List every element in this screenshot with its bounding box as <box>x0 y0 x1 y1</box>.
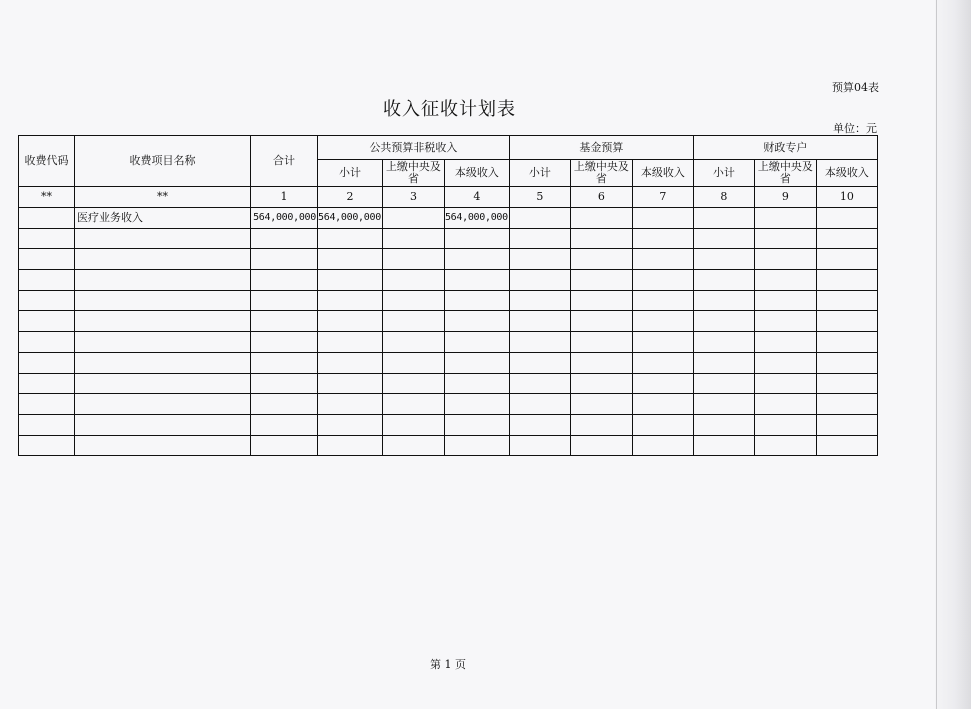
cell-fee-code <box>19 208 75 229</box>
cell-public-subtotal <box>318 249 383 270</box>
scan-edge-shadow <box>935 0 971 709</box>
header-total: 合计 <box>251 136 318 187</box>
cell-fund-central <box>570 352 632 373</box>
cell-fund-central <box>570 435 632 456</box>
cell-fee-code <box>19 373 75 394</box>
cell-total <box>251 352 318 373</box>
cell-fund-subtotal <box>509 373 570 394</box>
cell-item-name <box>75 373 251 394</box>
cell-public-subtotal <box>318 373 383 394</box>
index-cell: 7 <box>632 187 693 208</box>
cell-public-central <box>382 270 444 291</box>
cell-total <box>251 249 318 270</box>
header-special-local: 本级收入 <box>816 160 877 187</box>
cell-item-name <box>75 435 251 456</box>
cell-fee-code <box>19 249 75 270</box>
cell-public-local <box>444 290 509 311</box>
cell-fee-code <box>19 414 75 435</box>
index-cell: ** <box>19 187 75 208</box>
cell-public-central <box>382 435 444 456</box>
table-row <box>19 373 878 394</box>
cell-fund-local <box>632 311 693 332</box>
cell-special-local <box>816 311 877 332</box>
cell-special-central <box>754 414 816 435</box>
cell-fund-local <box>632 290 693 311</box>
table-row <box>19 394 878 415</box>
cell-special-local <box>816 373 877 394</box>
cell-item-name <box>75 394 251 415</box>
cell-public-subtotal <box>318 270 383 291</box>
cell-fund-central <box>570 373 632 394</box>
cell-public-central <box>382 352 444 373</box>
cell-item-name <box>75 311 251 332</box>
cell-special-subtotal <box>693 373 754 394</box>
cell-public-local <box>444 311 509 332</box>
cell-total <box>251 290 318 311</box>
cell-special-subtotal <box>693 332 754 353</box>
header-fund-budget: 基金预算 <box>509 136 693 160</box>
cell-fund-central <box>570 311 632 332</box>
index-cell: 3 <box>382 187 444 208</box>
cell-special-subtotal <box>693 270 754 291</box>
cell-fund-central <box>570 270 632 291</box>
cell-special-local <box>816 228 877 249</box>
cell-fee-code <box>19 270 75 291</box>
cell-fund-subtotal <box>509 208 570 229</box>
page-title: 收入征收计划表 <box>383 99 516 120</box>
cell-total <box>251 270 318 291</box>
cell-fee-code <box>19 290 75 311</box>
cell-special-local <box>816 394 877 415</box>
cell-fund-local <box>632 373 693 394</box>
cell-special-subtotal <box>693 208 754 229</box>
header-fund-central: 上缴中央及省 <box>570 160 632 187</box>
cell-fund-central <box>570 290 632 311</box>
index-cell: 10 <box>816 187 877 208</box>
scan-edge-line <box>936 0 937 709</box>
header-fund-subtotal: 小计 <box>509 160 570 187</box>
cell-total <box>251 414 318 435</box>
cell-fund-local <box>632 249 693 270</box>
cell-fund-subtotal <box>509 249 570 270</box>
cell-total <box>251 228 318 249</box>
cell-special-subtotal <box>693 414 754 435</box>
cell-special-local <box>816 352 877 373</box>
page-number: 第 1 页 <box>430 658 466 671</box>
cell-public-local <box>444 373 509 394</box>
cell-fee-code <box>19 332 75 353</box>
table-row <box>19 352 878 373</box>
cell-public-central <box>382 249 444 270</box>
cell-public-subtotal <box>318 332 383 353</box>
cell-special-central <box>754 290 816 311</box>
revenue-plan-table <box>18 135 878 456</box>
cell-public-subtotal <box>318 290 383 311</box>
cell-special-local <box>816 435 877 456</box>
cell-fund-subtotal <box>509 270 570 291</box>
cell-total <box>251 373 318 394</box>
cell-public-subtotal: 564,000,000 <box>318 208 383 229</box>
cell-public-central <box>382 290 444 311</box>
cell-special-central <box>754 332 816 353</box>
form-code: 预算04表 <box>832 81 879 94</box>
cell-special-central <box>754 394 816 415</box>
cell-special-central <box>754 270 816 291</box>
cell-fund-central <box>570 394 632 415</box>
cell-fund-local <box>632 414 693 435</box>
cell-fund-local <box>632 228 693 249</box>
cell-item-name: 医疗业务收入 <box>75 208 251 229</box>
cell-special-central <box>754 352 816 373</box>
cell-total <box>251 435 318 456</box>
cell-fund-central <box>570 208 632 229</box>
cell-fund-subtotal <box>509 352 570 373</box>
header-fee-code: 收费代码 <box>19 136 75 187</box>
cell-fund-local <box>632 270 693 291</box>
header-public-budget: 公共预算非税收入 <box>318 136 510 160</box>
index-cell: 5 <box>509 187 570 208</box>
header-item-name: 收费项目名称 <box>75 136 251 187</box>
cell-special-local <box>816 208 877 229</box>
unit-label: 单位：元 <box>833 122 877 135</box>
cell-item-name <box>75 228 251 249</box>
cell-special-subtotal <box>693 394 754 415</box>
index-cell: 8 <box>693 187 754 208</box>
cell-public-central <box>382 414 444 435</box>
header-special-subtotal: 小计 <box>693 160 754 187</box>
cell-public-subtotal <box>318 414 383 435</box>
cell-public-local <box>444 332 509 353</box>
cell-special-subtotal <box>693 290 754 311</box>
table-row <box>19 435 878 456</box>
cell-fee-code <box>19 352 75 373</box>
cell-item-name <box>75 270 251 291</box>
cell-public-local: 564,000,000 <box>444 208 509 229</box>
cell-fee-code <box>19 311 75 332</box>
cell-special-local <box>816 414 877 435</box>
table-row <box>19 228 878 249</box>
cell-special-central <box>754 311 816 332</box>
cell-fund-subtotal <box>509 332 570 353</box>
cell-special-central <box>754 228 816 249</box>
cell-public-local <box>444 394 509 415</box>
cell-total <box>251 311 318 332</box>
cell-special-local <box>816 290 877 311</box>
cell-public-local <box>444 414 509 435</box>
cell-fund-local <box>632 352 693 373</box>
cell-special-subtotal <box>693 249 754 270</box>
header-finance-special: 财政专户 <box>693 136 877 160</box>
cell-fund-subtotal <box>509 290 570 311</box>
cell-special-central <box>754 249 816 270</box>
header-row-1 <box>19 136 878 160</box>
cell-public-central <box>382 228 444 249</box>
cell-special-central <box>754 435 816 456</box>
cell-fund-local <box>632 208 693 229</box>
cell-fee-code <box>19 228 75 249</box>
table-row <box>19 270 878 291</box>
cell-item-name <box>75 332 251 353</box>
cell-fee-code <box>19 435 75 456</box>
cell-fund-subtotal <box>509 394 570 415</box>
cell-public-local <box>444 352 509 373</box>
cell-public-subtotal <box>318 352 383 373</box>
index-cell: 4 <box>444 187 509 208</box>
cell-item-name <box>75 249 251 270</box>
cell-total <box>251 332 318 353</box>
cell-public-local <box>444 435 509 456</box>
cell-item-name <box>75 290 251 311</box>
cell-item-name <box>75 414 251 435</box>
cell-item-name <box>75 352 251 373</box>
cell-fund-subtotal <box>509 435 570 456</box>
cell-special-central <box>754 373 816 394</box>
cell-special-subtotal <box>693 311 754 332</box>
cell-special-local <box>816 270 877 291</box>
cell-fund-central <box>570 332 632 353</box>
cell-fund-central <box>570 414 632 435</box>
index-cell: 9 <box>754 187 816 208</box>
index-cell: 2 <box>318 187 383 208</box>
cell-special-subtotal <box>693 435 754 456</box>
table-row <box>19 290 878 311</box>
header-fund-local: 本级收入 <box>632 160 693 187</box>
index-cell: 1 <box>251 187 318 208</box>
cell-public-central <box>382 208 444 229</box>
cell-public-subtotal <box>318 435 383 456</box>
cell-fee-code <box>19 394 75 415</box>
index-cell: ** <box>75 187 251 208</box>
table-row <box>19 332 878 353</box>
cell-public-local <box>444 249 509 270</box>
table-row <box>19 311 878 332</box>
cell-public-central <box>382 311 444 332</box>
cell-public-subtotal <box>318 228 383 249</box>
header-special-central: 上缴中央及省 <box>754 160 816 187</box>
cell-fund-central <box>570 228 632 249</box>
header-public-local: 本级收入 <box>444 160 509 187</box>
cell-fund-subtotal <box>509 228 570 249</box>
cell-special-central <box>754 208 816 229</box>
table-row <box>19 208 878 229</box>
cell-special-subtotal <box>693 228 754 249</box>
index-row <box>19 187 878 208</box>
cell-public-central <box>382 332 444 353</box>
header-public-subtotal: 小计 <box>318 160 383 187</box>
cell-special-subtotal <box>693 352 754 373</box>
cell-fund-subtotal <box>509 311 570 332</box>
cell-public-local <box>444 270 509 291</box>
cell-fund-local <box>632 435 693 456</box>
cell-public-central <box>382 394 444 415</box>
table-row <box>19 414 878 435</box>
cell-fund-subtotal <box>509 414 570 435</box>
table-row <box>19 249 878 270</box>
cell-special-local <box>816 332 877 353</box>
cell-public-local <box>444 228 509 249</box>
cell-public-central <box>382 373 444 394</box>
cell-total <box>251 394 318 415</box>
cell-fund-local <box>632 394 693 415</box>
header-public-central: 上缴中央及省 <box>382 160 444 187</box>
cell-fund-central <box>570 249 632 270</box>
index-cell: 6 <box>570 187 632 208</box>
cell-total: 564,000,000 <box>251 208 318 229</box>
cell-public-subtotal <box>318 311 383 332</box>
cell-fund-local <box>632 332 693 353</box>
cell-special-local <box>816 249 877 270</box>
cell-public-subtotal <box>318 394 383 415</box>
